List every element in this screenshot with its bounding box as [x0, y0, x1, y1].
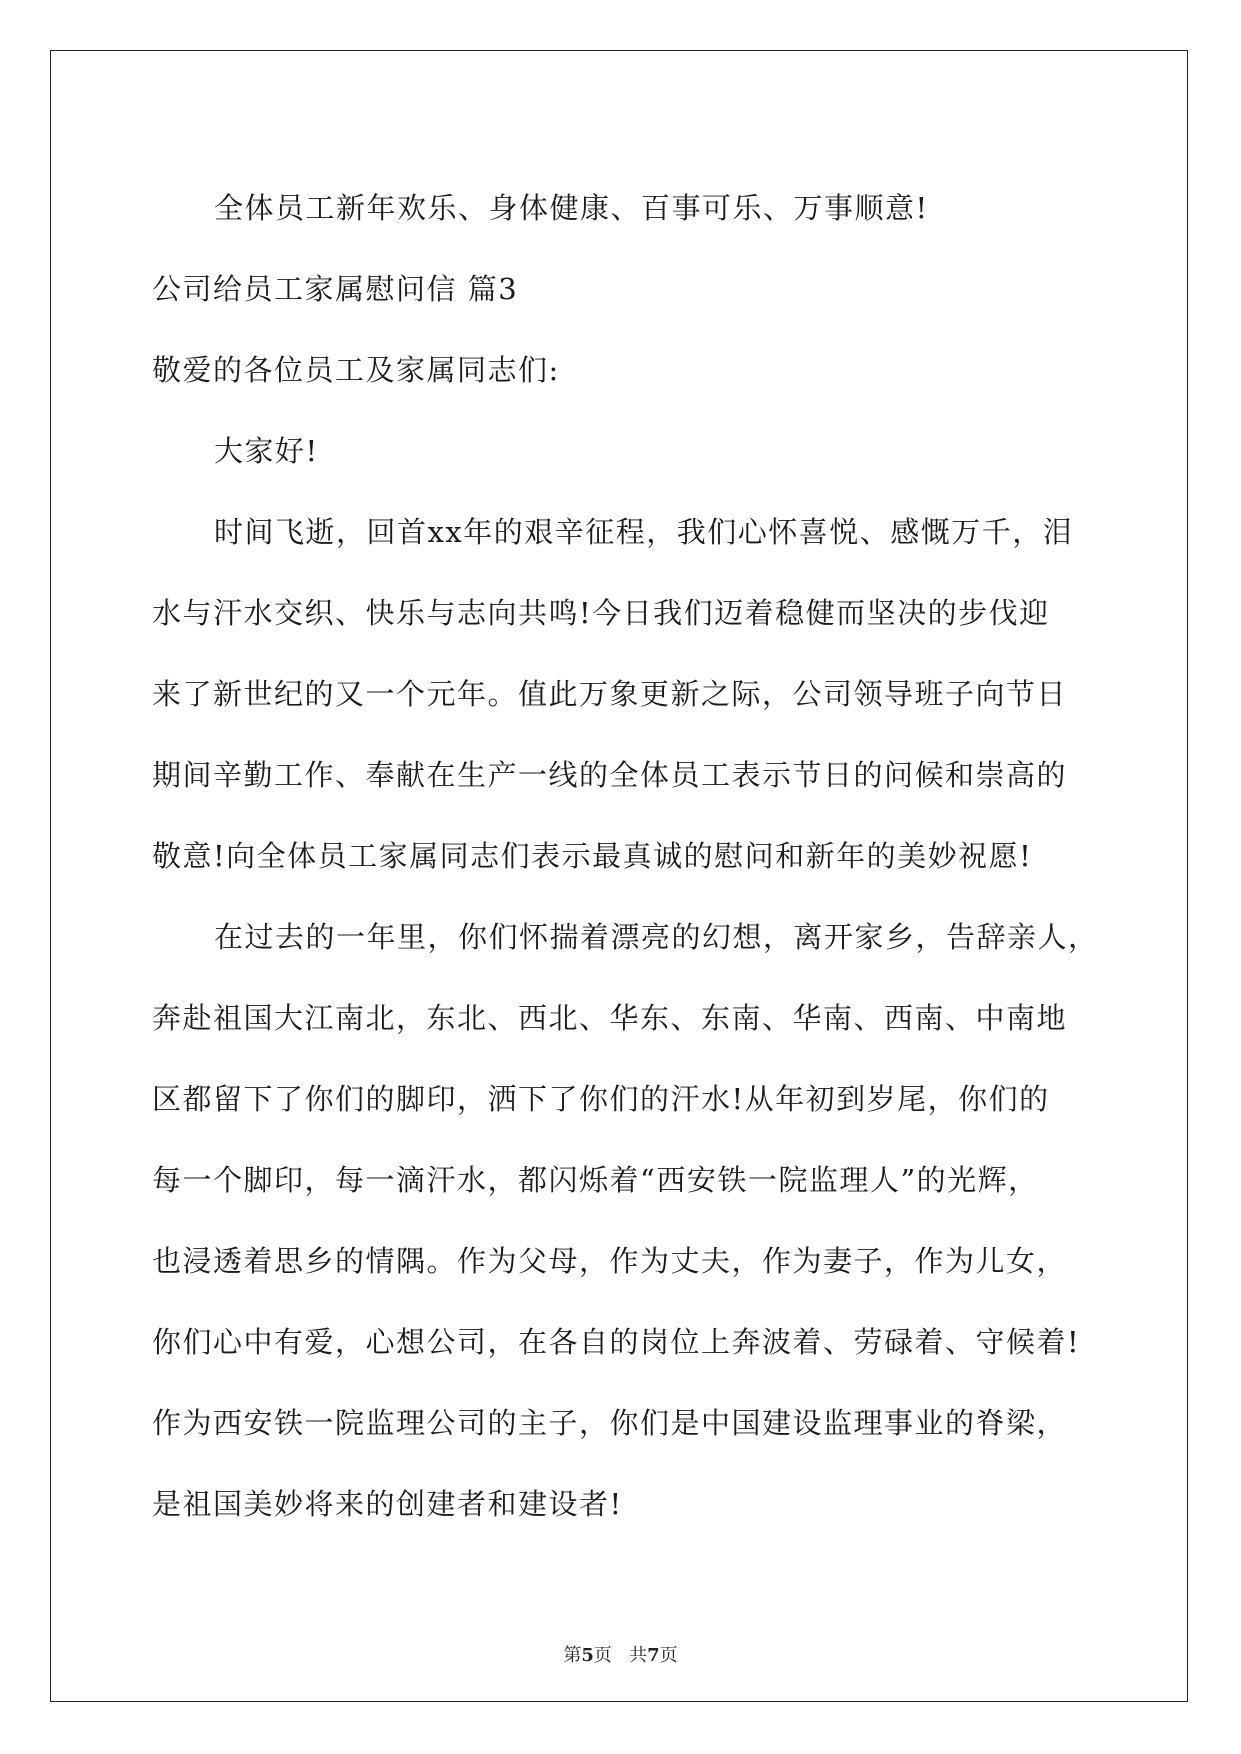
text-line: 你们心中有爱，心想公司，在各自的岗位上奔波着、劳碌着、守候着! [152, 1325, 1081, 1359]
text-line: 区都留下了你们的脚印，洒下了你们的汗水!从年初到岁尾，你们的 [152, 1082, 1050, 1116]
text-line: 每一个脚印，每一滴汗水，都闪烁着“西安铁一院监理人”的光辉， [152, 1163, 1039, 1197]
text-line: 水与汗水交织、快乐与志向共鸣!今日我们迈着稳健而坚决的步伐迎 [152, 596, 1050, 630]
footer-prefix: 第 [563, 1645, 582, 1666]
text-line: 奔赴祖国大江南北，东北、西北、华东、东南、华南、西南、中南地 [152, 1001, 1068, 1035]
section-heading: 公司给员工家属慰问信 篇3 [152, 272, 519, 306]
text-line: 敬意!向全体员工家属同志们表示最真诚的慰问和新年的美妙祝愿! [152, 839, 1033, 873]
page-footer [0, 1641, 1241, 1667]
text-line: 也浸透着思乡的情隅。作为父母，作为丈夫，作为妻子，作为儿女， [152, 1244, 1068, 1278]
greeting: 大家好! [214, 434, 319, 468]
total-page-number: 7 [647, 1645, 660, 1666]
text-line: 全体员工新年欢乐、身体健康、百事可乐、万事顺意! [214, 191, 929, 225]
text-line: 作为西安铁一院监理公司的主子，你们是中国建设监理事业的脊梁， [152, 1406, 1068, 1440]
footer-suffix: 页 [659, 1645, 678, 1666]
salutation: 敬爱的各位员工及家属同志们: [152, 353, 560, 387]
text-line: 是祖国美妙将来的创建者和建设者! [152, 1487, 623, 1521]
text-line: 来了新世纪的又一个元年。值此万象更新之际，公司领导班子向节日 [152, 677, 1068, 711]
text-line: 期间辛勤工作、奉献在生产一线的全体员工表示节日的问候和崇高的 [152, 758, 1068, 792]
document-body [152, 168, 1102, 1545]
footer-mid: 页 共 [593, 1645, 648, 1666]
text-line: 在过去的一年里，你们怀揣着漂亮的幻想，离开家乡，告辞亲人， [214, 920, 1099, 954]
current-page-number: 5 [581, 1645, 594, 1666]
text-line: 时间飞逝，回首xx年的艰辛征程，我们心怀喜悦、感慨万千，泪 [214, 515, 1074, 549]
